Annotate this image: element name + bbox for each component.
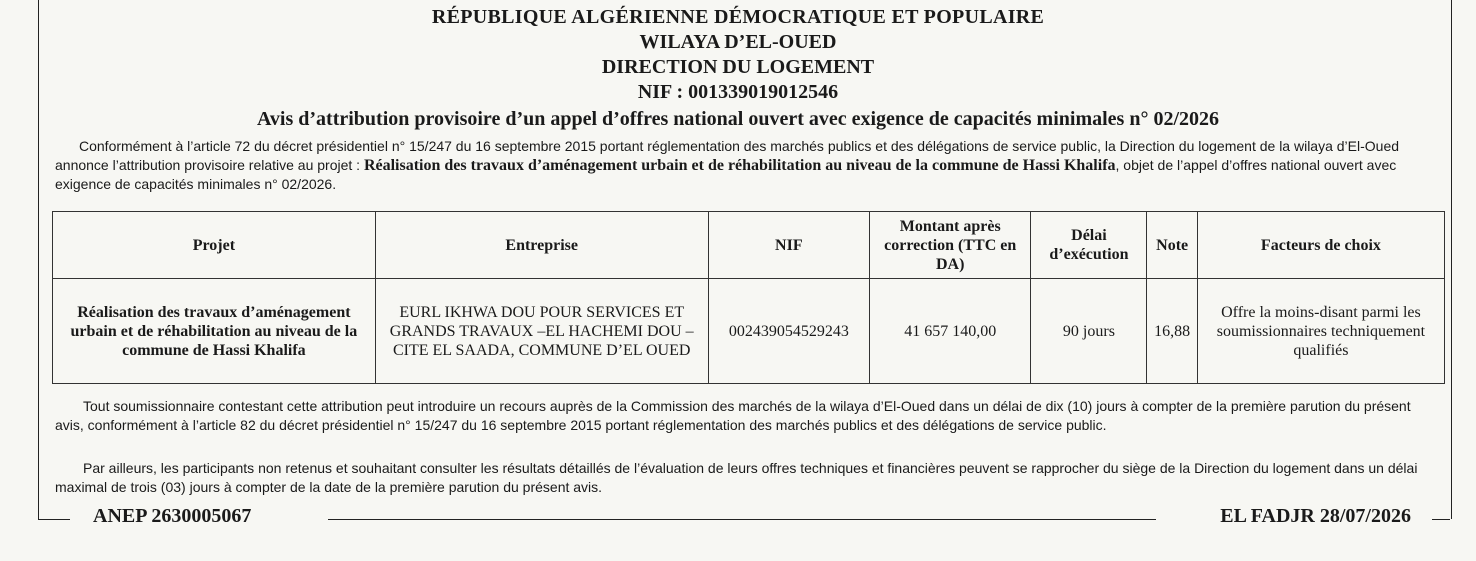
- intro-text-2: , objet de l’appel d’offres national ouvert avec exigence de capacités minimales n° 02/2026.: [55, 157, 1397, 192]
- col-header-nif: NIF: [708, 212, 869, 279]
- col-header-delai: Délai d’exécution: [1031, 212, 1147, 279]
- consultation-paragraph: Par ailleurs, les participants non retenus et souhaitant consulter les résultats détaillés de l’évaluation de leurs offres techniques et financières peuvent se rapprocher du siège de la Direction du logement dans un délai maximal de trois (03) jours à compter de la date de la première parution du présent avis.: [55, 460, 1418, 495]
- journal-date: EL FADJR 28/07/2026: [1220, 505, 1411, 527]
- nif-heading: NIF : 001339019012546: [637, 81, 839, 103]
- wilaya-heading: WILAYA D’EL-OUED: [639, 31, 837, 53]
- cell-montant: 41 657 140,00: [870, 279, 1031, 384]
- table-row: [53, 279, 1445, 384]
- cell-facteurs: Offre la moins-disant parmi les soumissionnaires techniquement qualifiés: [1197, 279, 1444, 384]
- col-header-entreprise: Entreprise: [375, 212, 708, 279]
- direction-heading: DIRECTION DU LOGEMENT: [601, 56, 875, 78]
- cell-entreprise: EURL IKHWA DOU POUR SERVICES ET GRANDS TRAVAUX –EL HACHEMI DOU – CITE EL SAADA, COMMUNE D’EL OUED: [375, 279, 708, 384]
- col-header-note: Note: [1147, 212, 1197, 279]
- cell-delai: 90 jours: [1031, 279, 1147, 384]
- republic-heading: RÉPUBLIQUE ALGÉRIENNE DÉMOCRATIQUE ET POPULAIRE: [431, 6, 1045, 28]
- intro-paragraph: [55, 137, 1435, 194]
- appeal-paragraph: Tout soumissionnaire contestant cette attribution peut introduire un recours auprès de la Commission des marchés de la wilaya d’El-Oued dans un délai de dix (10) jours à compter de la première parution du présent avis, conformément à l’article 82 du décret présidentiel n° 15/247 du 16 septembre 2015 portant réglementation des marchés publics et des délégations de service public.: [55, 398, 1411, 433]
- cell-nif: 002439054529243: [708, 279, 869, 384]
- col-header-facteurs: Facteurs de choix: [1197, 212, 1444, 279]
- cell-projet: Réalisation des travaux d’aménagement urbain et de réhabilitation au niveau de la commune de Hassi Khalifa: [53, 279, 376, 384]
- intro-text-1: Conformément à l’article 72 du décret présidentiel n° 15/247 du 16 septembre 2015 portant réglementation des marchés publics et des délégations de service public, la Direction du logement de la wilaya d’El-Oued annonce l’attribution provisoire relative au projet :: [55, 138, 1400, 173]
- award-table: [52, 211, 1445, 384]
- col-header-projet: Projet: [53, 212, 376, 279]
- intro-project-name: Réalisation des travaux d’aménagement urbain et de réhabilitation au niveau de la commune de Hassi Khalifa: [363, 157, 1116, 174]
- footer-rule-left: [38, 519, 70, 520]
- col-header-montant: Montant après correction (TTC en DA): [870, 212, 1031, 279]
- notice-title: Avis d’attribution provisoire d’un appel d’offres national ouvert avec exigence de capacités minimales n° 02/2026: [256, 108, 1220, 130]
- footer-rule-middle: [328, 519, 1156, 520]
- cell-note: 16,88: [1147, 279, 1197, 384]
- footer-rule-right: [1432, 519, 1450, 520]
- anep-reference: ANEP 2630005067: [93, 505, 252, 527]
- table-header-row: [53, 212, 1445, 279]
